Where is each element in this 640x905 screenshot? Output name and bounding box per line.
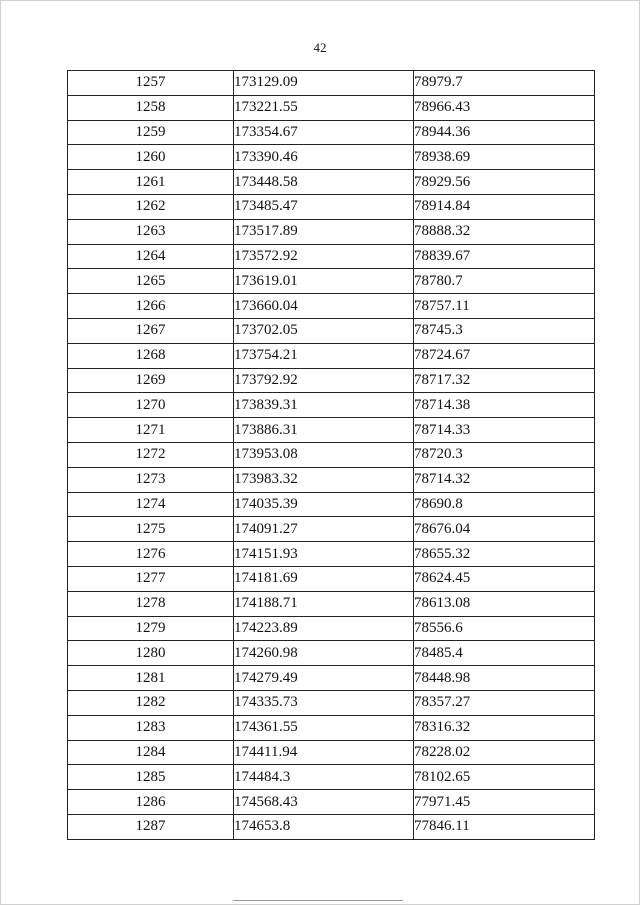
- y-coordinate-cell: 78624.45: [414, 566, 595, 591]
- y-coordinate-cell: 78714.38: [414, 393, 595, 418]
- x-coordinate-cell: 173839.31: [234, 393, 414, 418]
- x-coordinate-cell: 173619.01: [234, 269, 414, 294]
- table-row: [68, 591, 595, 616]
- y-coordinate-cell: 78839.67: [414, 244, 595, 269]
- point-number-cell: 1265: [68, 269, 234, 294]
- y-coordinate-cell: 78979.7: [414, 71, 595, 96]
- point-number-cell: 1258: [68, 95, 234, 120]
- table-row: [68, 814, 595, 839]
- table-row: [68, 641, 595, 666]
- x-coordinate-cell: 174568.43: [234, 790, 414, 815]
- table-row: [68, 790, 595, 815]
- point-number-cell: 1278: [68, 591, 234, 616]
- table-row: [68, 393, 595, 418]
- table-row: [68, 219, 595, 244]
- point-number-cell: 1287: [68, 814, 234, 839]
- x-coordinate-cell: 173221.55: [234, 95, 414, 120]
- x-coordinate-cell: 174653.8: [234, 814, 414, 839]
- scan-artifact-line: [233, 900, 403, 901]
- y-coordinate-cell: 78780.7: [414, 269, 595, 294]
- point-number-cell: 1264: [68, 244, 234, 269]
- table-row: [68, 71, 595, 96]
- table-row: [68, 269, 595, 294]
- point-number-cell: 1272: [68, 442, 234, 467]
- y-coordinate-cell: 78676.04: [414, 517, 595, 542]
- y-coordinate-cell: 78556.6: [414, 616, 595, 641]
- x-coordinate-cell: 173448.58: [234, 170, 414, 195]
- point-number-cell: 1283: [68, 715, 234, 740]
- y-coordinate-cell: 78944.36: [414, 120, 595, 145]
- table-row: [68, 318, 595, 343]
- y-coordinate-cell: 78938.69: [414, 145, 595, 170]
- table-row: [68, 690, 595, 715]
- x-coordinate-cell: 174260.98: [234, 641, 414, 666]
- y-coordinate-cell: 78448.98: [414, 666, 595, 691]
- point-number-cell: 1279: [68, 616, 234, 641]
- x-coordinate-cell: 174411.94: [234, 740, 414, 765]
- point-number-cell: 1262: [68, 194, 234, 219]
- y-coordinate-cell: 78714.33: [414, 418, 595, 443]
- coordinate-table: [67, 70, 595, 840]
- table-row: [68, 343, 595, 368]
- y-coordinate-cell: 78102.65: [414, 765, 595, 790]
- point-number-cell: 1286: [68, 790, 234, 815]
- point-number-cell: 1274: [68, 492, 234, 517]
- y-coordinate-cell: 78485.4: [414, 641, 595, 666]
- table-row: [68, 145, 595, 170]
- point-number-cell: 1277: [68, 566, 234, 591]
- x-coordinate-cell: 174035.39: [234, 492, 414, 517]
- point-number-cell: 1270: [68, 393, 234, 418]
- x-coordinate-cell: 173983.32: [234, 467, 414, 492]
- x-coordinate-cell: 173390.46: [234, 145, 414, 170]
- point-number-cell: 1259: [68, 120, 234, 145]
- point-number-cell: 1269: [68, 368, 234, 393]
- y-coordinate-cell: 78914.84: [414, 194, 595, 219]
- table-row: [68, 666, 595, 691]
- coordinate-table-body: [68, 71, 595, 840]
- x-coordinate-cell: 173886.31: [234, 418, 414, 443]
- x-coordinate-cell: 173660.04: [234, 294, 414, 319]
- point-number-cell: 1281: [68, 666, 234, 691]
- x-coordinate-cell: 173702.05: [234, 318, 414, 343]
- point-number-cell: 1268: [68, 343, 234, 368]
- table-row: [68, 566, 595, 591]
- y-coordinate-cell: 78613.08: [414, 591, 595, 616]
- point-number-cell: 1285: [68, 765, 234, 790]
- table-row: [68, 294, 595, 319]
- x-coordinate-cell: 173517.89: [234, 219, 414, 244]
- point-number-cell: 1257: [68, 71, 234, 96]
- point-number-cell: 1276: [68, 542, 234, 567]
- table-row: [68, 368, 595, 393]
- y-coordinate-cell: 78690.8: [414, 492, 595, 517]
- table-row: [68, 542, 595, 567]
- y-coordinate-cell: 78757.11: [414, 294, 595, 319]
- point-number-cell: 1263: [68, 219, 234, 244]
- y-coordinate-cell: 78717.32: [414, 368, 595, 393]
- x-coordinate-cell: 173754.21: [234, 343, 414, 368]
- x-coordinate-cell: 174181.69: [234, 566, 414, 591]
- y-coordinate-cell: 78745.3: [414, 318, 595, 343]
- table-row: [68, 442, 595, 467]
- table-row: [68, 715, 595, 740]
- x-coordinate-cell: 173129.09: [234, 71, 414, 96]
- y-coordinate-cell: 78720.3: [414, 442, 595, 467]
- x-coordinate-cell: 173792.92: [234, 368, 414, 393]
- y-coordinate-cell: 77846.11: [414, 814, 595, 839]
- x-coordinate-cell: 173354.67: [234, 120, 414, 145]
- table-row: [68, 170, 595, 195]
- point-number-cell: 1271: [68, 418, 234, 443]
- x-coordinate-cell: 174335.73: [234, 690, 414, 715]
- page-number: 42: [313, 40, 327, 55]
- table-row: [68, 467, 595, 492]
- table-row: [68, 765, 595, 790]
- y-coordinate-cell: 78655.32: [414, 542, 595, 567]
- table-row: [68, 418, 595, 443]
- x-coordinate-cell: 174151.93: [234, 542, 414, 567]
- x-coordinate-cell: 174484.3: [234, 765, 414, 790]
- y-coordinate-cell: 78357.27: [414, 690, 595, 715]
- table-row: [68, 244, 595, 269]
- point-number-cell: 1260: [68, 145, 234, 170]
- point-number-cell: 1282: [68, 690, 234, 715]
- x-coordinate-cell: 174091.27: [234, 517, 414, 542]
- table-row: [68, 616, 595, 641]
- x-coordinate-cell: 174361.55: [234, 715, 414, 740]
- x-coordinate-cell: 173572.92: [234, 244, 414, 269]
- point-number-cell: 1267: [68, 318, 234, 343]
- point-number-cell: 1273: [68, 467, 234, 492]
- table-row: [68, 492, 595, 517]
- point-number-cell: 1275: [68, 517, 234, 542]
- y-coordinate-cell: 78714.32: [414, 467, 595, 492]
- y-coordinate-cell: 78228.02: [414, 740, 595, 765]
- table-row: [68, 740, 595, 765]
- y-coordinate-cell: 77971.45: [414, 790, 595, 815]
- y-coordinate-cell: 78724.67: [414, 343, 595, 368]
- y-coordinate-cell: 78888.32: [414, 219, 595, 244]
- table-row: [68, 95, 595, 120]
- point-number-cell: 1261: [68, 170, 234, 195]
- x-coordinate-cell: 174188.71: [234, 591, 414, 616]
- point-number-cell: 1280: [68, 641, 234, 666]
- x-coordinate-cell: 173953.08: [234, 442, 414, 467]
- point-number-cell: 1266: [68, 294, 234, 319]
- table-row: [68, 517, 595, 542]
- x-coordinate-cell: 173485.47: [234, 194, 414, 219]
- y-coordinate-cell: 78966.43: [414, 95, 595, 120]
- table-row: [68, 120, 595, 145]
- y-coordinate-cell: 78316.32: [414, 715, 595, 740]
- x-coordinate-cell: 174279.49: [234, 666, 414, 691]
- table-row: [68, 194, 595, 219]
- y-coordinate-cell: 78929.56: [414, 170, 595, 195]
- point-number-cell: 1284: [68, 740, 234, 765]
- x-coordinate-cell: 174223.89: [234, 616, 414, 641]
